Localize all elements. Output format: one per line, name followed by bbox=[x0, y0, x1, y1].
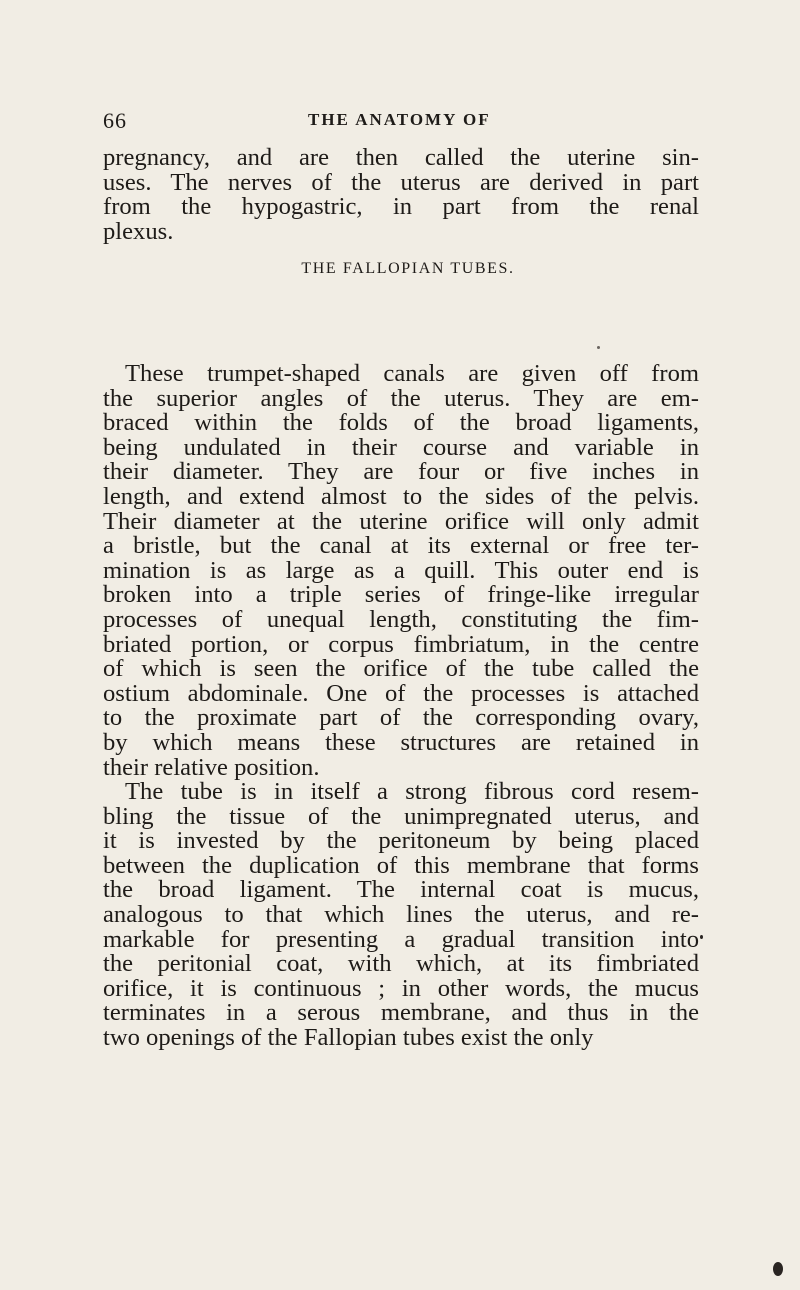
text-line: uses. The nerves of the uterus are derived in part bbox=[103, 168, 699, 196]
text-line: plexus. bbox=[103, 217, 174, 245]
running-head bbox=[103, 108, 699, 138]
text-line: orifice, it is continuous ; in other words, the mucus bbox=[103, 974, 699, 1002]
text-line: of which is seen the orifice of the tube called the bbox=[103, 655, 699, 683]
text-line: analogous to that which lines the uterus, and re- bbox=[103, 901, 699, 929]
body-text bbox=[103, 362, 699, 1051]
text-line: their relative position. bbox=[103, 753, 320, 781]
text-line: mination is as large as a quill. This outer end is bbox=[103, 556, 699, 584]
ink-blot bbox=[773, 1262, 783, 1276]
text-line: the superior angles of the uterus. They are em- bbox=[103, 384, 699, 412]
text-line: processes of unequal length, constituting the fim- bbox=[103, 605, 699, 633]
text-line: Their diameter at the uterine orifice will only admit bbox=[103, 507, 699, 535]
text-line: between the duplication of this membrane that forms bbox=[103, 851, 699, 879]
text-line: their diameter. They are four or five inches in bbox=[103, 458, 699, 486]
text-line: the broad ligament. The internal coat is mucus, bbox=[103, 876, 699, 904]
text-line: the peritonial coat, with which, at its fimbriated bbox=[103, 950, 699, 978]
text-line: The tube is in itself a strong fibrous cord resem- bbox=[125, 778, 699, 806]
text-line: broken into a triple series of fringe-like irregular bbox=[103, 581, 699, 609]
text-line: braced within the folds of the broad ligaments, bbox=[103, 409, 699, 437]
text-line: markable for presenting a gradual transition into bbox=[103, 925, 699, 953]
text-line: it is invested by the peritoneum by being placed bbox=[103, 827, 699, 855]
running-title: THE ANATOMY OF bbox=[308, 110, 491, 129]
text-line: being undulated in their course and variable in bbox=[103, 433, 699, 461]
text-line: terminates in a serous membrane, and thus in the bbox=[103, 999, 699, 1027]
text-line: by which means these structures are retained in bbox=[103, 728, 699, 756]
text-line: to the proximate part of the corresponding ovary, bbox=[103, 704, 699, 732]
ink-speck bbox=[700, 935, 703, 939]
text-line: two openings of the Fallopian tubes exist the only bbox=[103, 1024, 594, 1052]
text-line: a bristle, but the canal at its external or free ter- bbox=[103, 532, 699, 560]
continued-paragraph bbox=[103, 146, 699, 244]
page-number: 66 bbox=[103, 108, 127, 133]
text-line: bling the tissue of the unimpregnated uterus, and bbox=[103, 802, 699, 830]
section-heading: THE FALLOPIAN TUBES. bbox=[301, 260, 515, 277]
text-line: from the hypogastric, in part from the renal bbox=[103, 193, 699, 221]
text-line: length, and extend almost to the sides of the pelvis. bbox=[103, 482, 699, 510]
ink-speck bbox=[597, 346, 600, 349]
text-line: These trumpet-shaped canals are given off from bbox=[125, 360, 699, 387]
text-line: briated portion, or corpus fimbriatum, in the centre bbox=[103, 630, 699, 658]
text-line: pregnancy, and are then called the uterine sin- bbox=[103, 144, 699, 171]
text-line: ostium abdominale. One of the processes is attached bbox=[103, 679, 699, 707]
